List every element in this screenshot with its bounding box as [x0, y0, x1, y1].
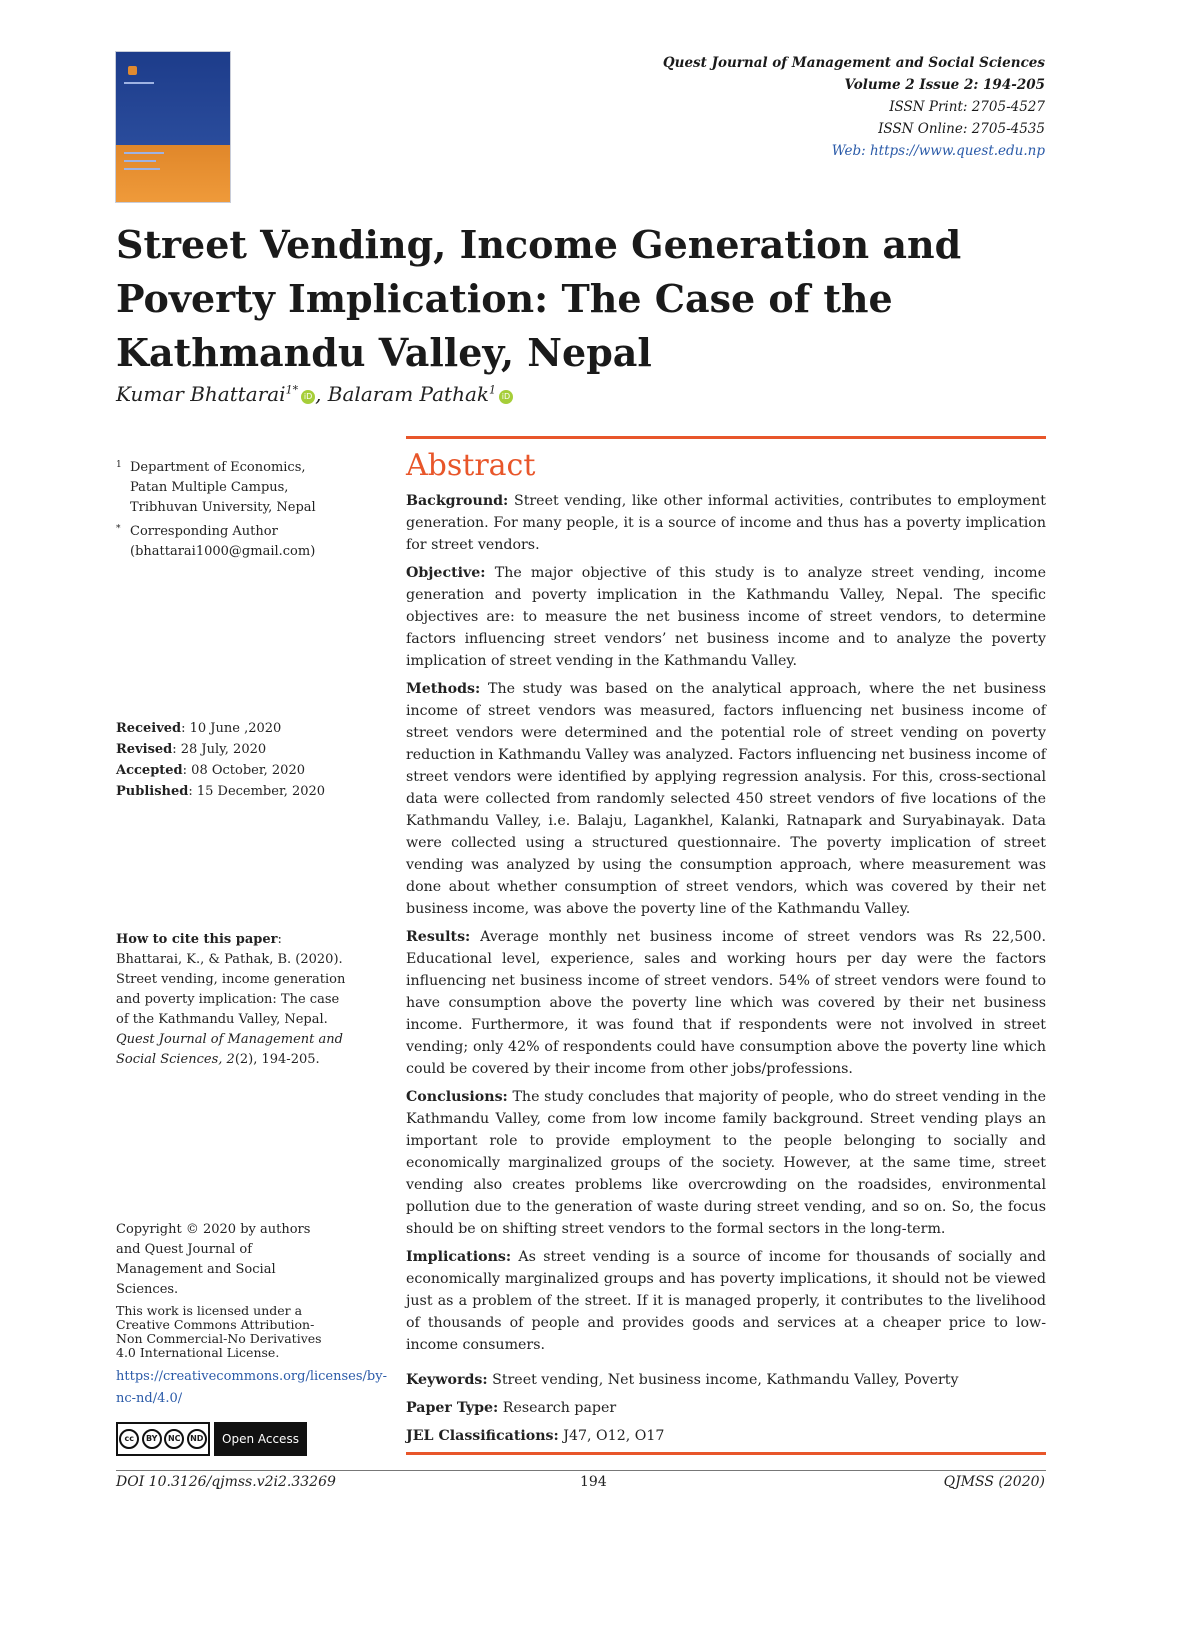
- objective-text: The major objective of this study is to analyze street vending, income generation and poverty implication in the Kathmandu Valley, Nepal. The specific objectives are: to measure the net business income of street vendors, to determine factors influencing street vendors’ net business income and to analyze the poverty implication of street vending in the Kathmandu Valley.: [406, 565, 1046, 669]
- cover-decoration: [124, 168, 160, 170]
- abstract-methods: [406, 678, 1046, 920]
- abstract-body: [406, 490, 1046, 1362]
- abstract-objective: [406, 562, 1046, 672]
- issn-print: ISSN Print: 2705-4527: [889, 99, 1045, 115]
- affiliation-item: [116, 458, 346, 518]
- results-label: Results:: [406, 929, 471, 945]
- conclusions-label: Conclusions:: [406, 1089, 508, 1105]
- background-label: Background:: [406, 493, 509, 509]
- keywords-label: Keywords:: [406, 1372, 488, 1388]
- publication-dates: [116, 718, 346, 802]
- footer-rule: [116, 1470, 1046, 1471]
- corresponding-author: [116, 522, 346, 562]
- how-to-cite: [116, 930, 346, 1070]
- cover-decoration: [124, 82, 154, 84]
- cite-journal: Quest Journal of Management and Social Sciences, 2: [116, 1032, 343, 1067]
- cite-label: How to cite this paper: [116, 932, 278, 947]
- paper-type-label: Paper Type:: [406, 1400, 499, 1416]
- copyright-block: [116, 1220, 387, 1410]
- license-link[interactable]: https://creativecommons.org/licenses/by-nc-nd/4.0/: [116, 1369, 387, 1406]
- accepted-value: : 08 October, 2020: [182, 763, 305, 778]
- open-access-label: Open Access: [214, 1422, 307, 1456]
- keywords: [406, 1366, 1046, 1394]
- journal-cover-image: [116, 52, 230, 202]
- cover-decoration: [124, 152, 164, 154]
- jel-text: J47, O12, O17: [558, 1428, 665, 1444]
- author-1-name: Kumar Bhattarai: [116, 382, 286, 406]
- results-text: Average monthly net business income of street vendors was Rs 22,500. Educational level, experience, sales and working hours per day were the factors influencing net business income of street vendors. 54% of street vendors were found to have consumption above the poverty line which was covered by their net business income. Furthermore, it was found that if respondents were not involved in street vending; only 42% of respondents could have consumption above the poverty line which could be covered by their income from other jobs/professions.: [406, 929, 1046, 1077]
- published-date: [116, 781, 346, 802]
- paper-type: [406, 1394, 1046, 1422]
- footer-journal-year: QJMSS (2020): [943, 1474, 1045, 1490]
- page-number: 194: [580, 1474, 607, 1490]
- author-line: [116, 382, 513, 406]
- orcid-icon[interactable]: iD: [499, 390, 513, 404]
- background-text: Street vending, like other informal activities, contributes to employment generation. For many people, it is a source of income and thus has a poverty implication for street vendors.: [406, 493, 1046, 553]
- objective-label: Objective:: [406, 565, 486, 581]
- nd-icon: ND: [187, 1429, 207, 1449]
- cover-decoration: [124, 160, 156, 162]
- cover-logo-icon: [128, 66, 137, 75]
- methods-text: The study was based on the analytical approach, where the net business income of street vendors was measured, factors influencing net business income of street vendors were determined and the potential role of street vending on poverty reduction in Kathmandu Valley was analyzed. Factors influencing net business income of street vendors were identified by applying regression analysis. For this, cross-sectional data were collected from randomly selected 450 street vendors of five locations of the Kathmandu Valley, i.e. Balaju, Lagankhel, Kalanki, Ratnapark and Suryabinayak. Data were collected using a structured questionnaire. The poverty implication of street vending was analyzed by using the consumption approach, where measurement was done about whether consumption of street vendors, which was covered by their net business income, was above the poverty line of the Kathmandu Valley.: [406, 681, 1046, 917]
- abstract-conclusions: [406, 1086, 1046, 1240]
- accepted-date: [116, 760, 346, 781]
- nc-icon: NC: [164, 1429, 184, 1449]
- revised-label: Revised: [116, 742, 173, 757]
- author-2-affil: 1: [489, 383, 496, 397]
- implications-label: Implications:: [406, 1249, 512, 1265]
- by-icon: BY: [142, 1429, 162, 1449]
- jel-label: JEL Classifications:: [406, 1428, 559, 1444]
- revised-value: : 28 July, 2020: [172, 742, 267, 757]
- journal-header: [663, 52, 1045, 162]
- methods-label: Methods:: [406, 681, 481, 697]
- abstract-implications: [406, 1246, 1046, 1356]
- received-date: [116, 718, 346, 739]
- author-2-name: Balaram Pathak: [327, 382, 489, 406]
- journal-web-link[interactable]: Web: https://www.quest.edu.np: [831, 143, 1045, 159]
- conclusions-text: The study concludes that majority of people, who do street vending in the Kathmandu Valley, come from low income family background. Street vending plays an important role to provide employment to the people belonging to socially and economically marginalized groups of the society. However, at the same time, street vending also creates problems like overcrowding on the roadsides, environmental pollution due to the generation of waste during street vending, and so on. So, the focus should be on shifting street vendors to the formal sectors in the long-term.: [406, 1089, 1046, 1237]
- paper-type-text: Research paper: [498, 1400, 617, 1416]
- accepted-label: Accepted: [116, 763, 183, 778]
- corresponding-mark: *: [116, 524, 121, 534]
- abstract-results: [406, 926, 1046, 1080]
- keywords-text: Street vending, Net business income, Kathmandu Valley, Poverty: [487, 1372, 959, 1388]
- author-separator: ,: [315, 382, 328, 406]
- cite-text: : Bhattarai, K., & Pathak, B. (2020). Street vending, income generation and poverty implication: The case of the Kathmandu Valley, Nepal.: [116, 932, 346, 1027]
- abstract-background: [406, 490, 1046, 556]
- cc-icon: cc: [119, 1429, 139, 1449]
- implications-text: As street vending is a source of income for thousands of socially and economically marginalized groups and has poverty implications, it should not be viewed just as a problem of the street. If it is managed properly, it contributes to the livelihood of thousands of people and provides goods and services at a cheaper price to low-income consumers.: [406, 1249, 1046, 1353]
- copyright-line: Copyright © 2020 by authors and Quest Journal of Management and Social Sciences.: [116, 1222, 311, 1297]
- received-value: : 10 June ,2020: [181, 721, 282, 736]
- journal-name: Quest Journal of Management and Social Sciences: [662, 55, 1045, 71]
- paper-title: Street Vending, Income Generation and Poverty Implication: The Case of the Kathmandu Valley, Nepal: [116, 222, 962, 375]
- revised-date: [116, 739, 346, 760]
- cite-tail: (2), 194-205.: [234, 1052, 320, 1067]
- footer-doi[interactable]: DOI 10.3126/qjmss.v2i2.33269: [116, 1474, 336, 1490]
- corresponding-label: Corresponding Author: [130, 524, 278, 539]
- orcid-icon[interactable]: iD: [301, 390, 315, 404]
- abstract-heading: Abstract: [406, 448, 536, 483]
- volume-issue: Volume 2 Issue 2: 194-205: [844, 77, 1045, 93]
- jel-classifications: [406, 1422, 1046, 1450]
- affiliation-text: Department of Economics, Patan Multiple Campus, Tribhuvan University, Nepal: [130, 460, 316, 515]
- author-1-affil: 1*: [285, 383, 299, 397]
- abstract-bottom-rule: [406, 1452, 1046, 1455]
- cc-license-badge[interactable]: [116, 1422, 307, 1456]
- paper-metadata: [406, 1366, 1046, 1450]
- issn-online: ISSN Online: 2705-4535: [878, 121, 1045, 137]
- published-label: Published: [116, 784, 189, 799]
- affiliation-mark: 1: [116, 460, 122, 470]
- abstract-top-rule: [406, 436, 1046, 439]
- received-label: Received: [116, 721, 182, 736]
- cc-icons: [116, 1422, 210, 1456]
- published-value: : 15 December, 2020: [188, 784, 326, 799]
- affiliations: [116, 458, 346, 566]
- license-text: This work is licensed under a Creative Commons Attribution-Non Commercial-No Derivatives 4.0 International License.: [116, 1303, 322, 1360]
- corresponding-email[interactable]: (bhattarai1000@gmail.com): [130, 544, 316, 559]
